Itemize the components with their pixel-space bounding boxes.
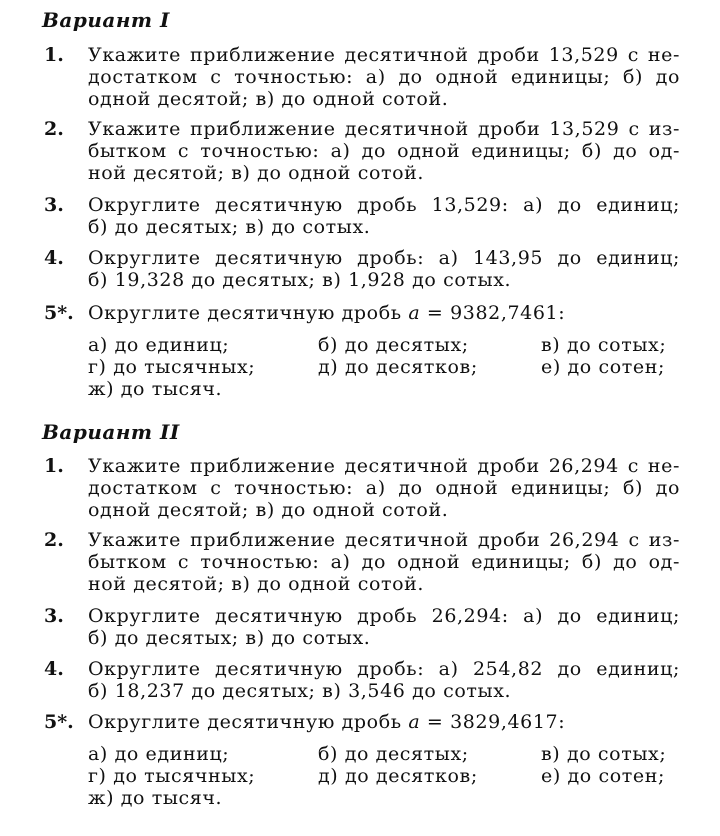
- task-text: [88, 194, 680, 238]
- option: в) до сотых;: [541, 743, 667, 765]
- option: д) до десятков;: [318, 765, 478, 787]
- task-line: [88, 711, 680, 733]
- task-line: Укажите приближение десятичной дроби 13,529 с не-: [88, 44, 680, 66]
- task-line: одной десятой; в) до одной сотой.: [88, 88, 449, 110]
- option: е) до сотен;: [541, 356, 665, 378]
- task-line: Укажите приближение десятичной дроби 26,294 с не-: [88, 455, 680, 477]
- option: д) до десятков;: [318, 356, 478, 378]
- task-text: [88, 44, 680, 110]
- task-text: [88, 455, 680, 521]
- task-line: Округлите десятичную дробь: а) 254,82 до единиц;: [88, 658, 680, 680]
- task-line: ной десятой; в) до одной сотой.: [88, 162, 425, 184]
- option: а) до единиц;: [88, 743, 230, 765]
- task-number: 5*.: [44, 711, 74, 733]
- option: б) до десятых;: [318, 743, 469, 765]
- task-text: [88, 711, 680, 733]
- task-number: 3.: [44, 605, 64, 627]
- task-line: достатком с точностью: а) до одной единицы; б) до: [88, 477, 680, 499]
- task-line: бытком с точностью: а) до одной единицы; б) до од-: [88, 551, 680, 573]
- task-text: [88, 529, 680, 595]
- variant-title: Вариант I: [42, 8, 170, 32]
- task-line: Округлите десятичную дробь 13,529: а) до единиц;: [88, 194, 680, 216]
- task-line: б) до десятых; в) до сотых.: [88, 216, 371, 238]
- task-value: = 3829,4617:: [426, 711, 566, 733]
- task-number: 4.: [44, 247, 64, 269]
- task-line: ной десятой; в) до одной сотой.: [88, 573, 425, 595]
- task-line: одной десятой; в) до одной сотой.: [88, 499, 449, 521]
- task-intro: Округлите десятичную дробь: [88, 302, 402, 324]
- task-number: 1.: [44, 44, 64, 66]
- option: б) до десятых;: [318, 334, 469, 356]
- option: ж) до тысяч.: [88, 787, 223, 809]
- task-text: [88, 302, 680, 324]
- task-line: Округлите десятичную дробь: а) 143,95 до единиц;: [88, 247, 680, 269]
- task-number: 2.: [44, 529, 64, 551]
- option: в) до сотых;: [541, 334, 667, 356]
- option: ж) до тысяч.: [88, 378, 223, 400]
- task-line: бытком с точностью: а) до одной единицы; б) до од-: [88, 140, 680, 162]
- option: г) до тысячных;: [88, 356, 256, 378]
- task-line: б) 18,237 до десятых; в) 3,546 до сотых.: [88, 680, 512, 702]
- task-line: б) 19,328 до десятых; в) 1,928 до сотых.: [88, 269, 512, 291]
- task-number: 4.: [44, 658, 64, 680]
- task-intro: Округлите десятичную дробь: [88, 711, 402, 733]
- task-number: 5*.: [44, 302, 74, 324]
- variant-title: Вариант II: [42, 420, 180, 444]
- option: г) до тысячных;: [88, 765, 256, 787]
- task-line: Укажите приближение десятичной дроби 26,294 с из-: [88, 529, 680, 551]
- task-text: [88, 605, 680, 649]
- task-text: [88, 658, 680, 702]
- task-number: 1.: [44, 455, 64, 477]
- task-line: [88, 302, 680, 324]
- task-text: [88, 247, 680, 291]
- task-line: б) до десятых; в) до сотых.: [88, 627, 371, 649]
- task-number: 3.: [44, 194, 64, 216]
- task-text: [88, 118, 680, 184]
- task-number: 2.: [44, 118, 64, 140]
- variable-a: a: [408, 302, 421, 324]
- option: е) до сотен;: [541, 765, 665, 787]
- option: а) до единиц;: [88, 334, 230, 356]
- task-line: достатком с точностью: а) до одной единицы; б) до: [88, 66, 680, 88]
- task-line: Укажите приближение десятичной дроби 13,529 с из-: [88, 118, 680, 140]
- task-line: Округлите десятичную дробь 26,294: а) до единиц;: [88, 605, 680, 627]
- task-value: = 9382,7461:: [426, 302, 566, 324]
- variable-a: a: [408, 711, 421, 733]
